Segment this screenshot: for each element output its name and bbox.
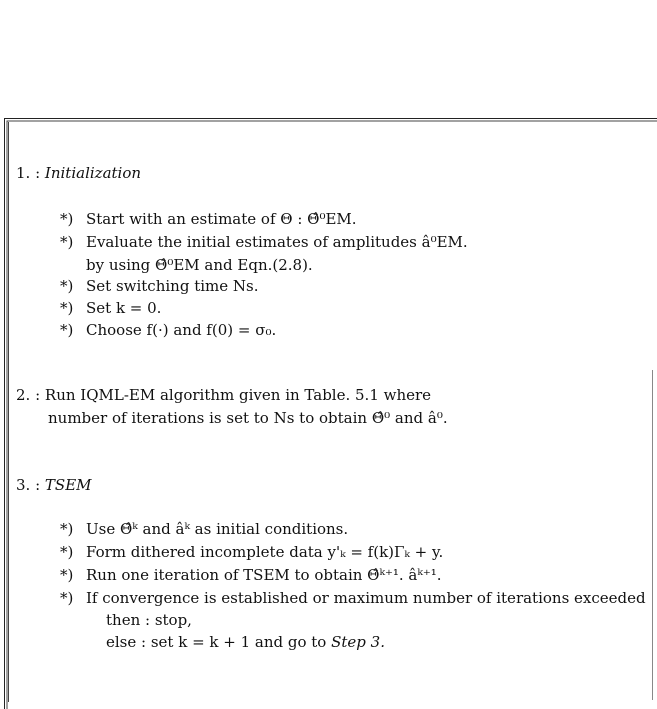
step3-else-line [106, 633, 385, 651]
step3-label: 3. : [16, 476, 41, 494]
else-text: else : set k = k + 1 and go to [106, 633, 332, 651]
bullet-marker: *) [60, 233, 74, 251]
step1-item-5 [60, 321, 276, 339]
step2-line-2 [48, 409, 448, 427]
step1-heading [16, 164, 141, 182]
step1-item-text: Set k = 0. [86, 299, 162, 317]
step1-title: Initialization [44, 164, 142, 182]
step3-item-1 [60, 520, 348, 538]
step1-item-2-continuation [86, 256, 313, 274]
step3-item-text: If convergence is established or maximum number of iterations exceeded [86, 589, 646, 607]
bullet-marker: *) [60, 321, 74, 339]
frame-inner-border [8, 122, 9, 702]
step2-line-1 [16, 386, 431, 404]
frame-right-border [652, 370, 653, 700]
step3-heading [16, 476, 92, 494]
step1-item-text: by using Θ̂⁰EM and Eqn.(2.8). [86, 256, 313, 274]
step2-text-2: number of iterations is set to Ns to obtain Θ̂⁰ and â⁰. [48, 409, 448, 427]
bullet-marker: *) [60, 277, 74, 295]
step1-item-2 [60, 233, 468, 251]
bullet-marker: *) [60, 589, 74, 607]
step1-item-text: Evaluate the initial estimates of amplitudes â⁰EM. [86, 233, 468, 251]
bullet-marker: *) [60, 566, 74, 584]
step1-item-3 [60, 277, 259, 295]
step3-title: TSEM [44, 476, 92, 494]
else-target: Step 3. [331, 633, 385, 651]
step1-item-text: Start with an estimate of Θ : Θ̂⁰EM. [86, 210, 357, 228]
step1-item-4 [60, 299, 161, 317]
step1-label: 1. : [16, 164, 41, 182]
then-text: then : stop, [106, 611, 192, 629]
bullet-marker: *) [60, 543, 74, 561]
step3-item-3 [60, 566, 442, 584]
step1-item-text: Set switching time Ns. [86, 277, 259, 295]
step1-item-1 [60, 210, 357, 228]
bullet-marker: *) [60, 210, 74, 228]
step3-item-text: Run one iteration of TSEM to obtain Θ̂ᵏ⁺¹. âᵏ⁺¹. [86, 566, 442, 584]
step3-item-2 [60, 543, 443, 561]
step2-label: 2. : [16, 386, 41, 404]
step3-item-4 [60, 589, 646, 607]
step3-item-text: Use Θ̂ᵏ and âᵏ as initial conditions. [86, 520, 349, 538]
step3-then-line [106, 611, 192, 629]
step1-item-text: Choose f(·) and f(0) = σ₀. [86, 321, 277, 339]
step3-item-text: Form dithered incomplete data y'ₖ = f(k)Γₖ + y. [86, 543, 444, 561]
bullet-marker: *) [60, 299, 74, 317]
bullet-marker: *) [60, 520, 74, 538]
step2-text-1: Run IQML-EM algorithm given in Table. 5.1 where [44, 386, 432, 404]
